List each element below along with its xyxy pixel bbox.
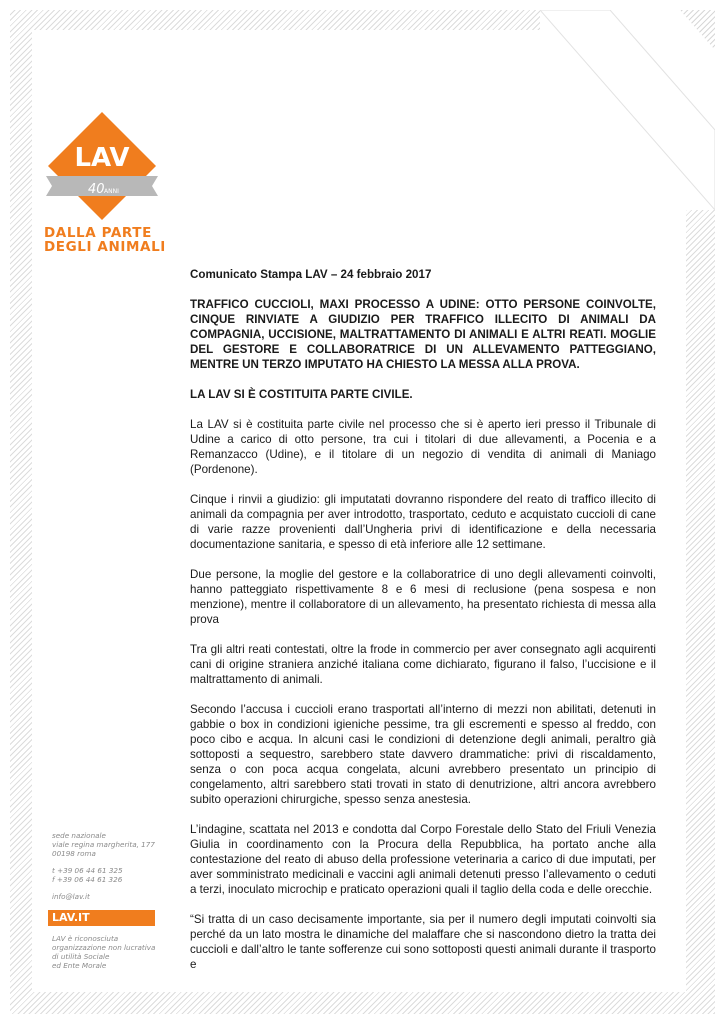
anniversary-word: ANNI bbox=[104, 188, 119, 195]
logo-text: LAV bbox=[74, 143, 130, 173]
paragraph: L’indagine, scattata nel 2013 e condotta dal Corpo Forestale dello Stato del Friuli Venezia Giulia in coordinamento con la Procura della Repubblica, ha portato anche alla contestazione del reato di abuso della professione veterinaria a carico di due imputati, per aver somministrato medicinali e vaccini agli animali detenuti presso l’allevamento o ceduti a terzi, inoculato microchip e praticato operazioni quali il taglio della coda e delle orecchie. bbox=[190, 823, 656, 896]
legal-note-line-4: ed Ente Morale bbox=[52, 961, 107, 970]
address-line-2: 00198 roma bbox=[52, 849, 96, 858]
page-corner-fold bbox=[540, 10, 715, 210]
paragraph: Secondo l’accusa i cuccioli erano trasportati all’interno di mezzi non abilitati, detenuti in gabbie o box in condizioni igieniche pessime, tra gli escrementi e spesso al freddo, con poco cibo e acqua. In alcuni casi le condizioni di detenzione degli animali, peraltro già sottoposti a sequestro, sarebbero state davvero drammatiche: privi di riscaldamento, senza o con poca acqua congelata, alcuni avrebbero presentato un principio di congelamento, altri sarebbero stati trovati in stato di denutrizione, altri ancora avrebbero subito operazioni chirurgiche, spesso senza anestesia. bbox=[190, 703, 656, 806]
press-release-body bbox=[190, 267, 656, 987]
contact-sidebar bbox=[52, 831, 162, 901]
dateline: Comunicato Stampa LAV – 24 febbraio 2017 bbox=[190, 268, 432, 281]
legal-note-line-3: di utilità Sociale bbox=[52, 952, 110, 961]
phone-block bbox=[52, 866, 162, 884]
subheadline: LA LAV SI È COSTITUITA PARTE CIVILE. bbox=[190, 388, 413, 401]
anniversary-number: 40 bbox=[88, 182, 105, 197]
paragraph: “Si tratta di un caso decisamente importante, sia per il numero degli imputati coinvolti sia perché da un lato mostra le dinamiche del malaffare che si nascondono dietro la tratta dei cuccioli e dall’altro le tante sofferenze cui sono sottoposti questi animali durante il trasporto e bbox=[190, 913, 656, 971]
address-block bbox=[52, 831, 162, 858]
email-link[interactable]: info@lav.it bbox=[52, 892, 90, 901]
address-line-1: viale regina margherita, 177 bbox=[52, 840, 155, 849]
brand-tagline bbox=[44, 226, 174, 254]
office-label: sede nazionale bbox=[52, 831, 106, 840]
paragraph: La LAV si è costituita parte civile nel processo che si è aperto ieri presso il Tribunale di Udine a carico di otto persone, tra cui i titolari di due allevamenti, a Pocenia e a Remanzacco (Udine), e il titolare di un negozio di vendita di animali di Maniago (Pordenone). bbox=[190, 418, 656, 476]
legal-note bbox=[52, 934, 162, 970]
paragraph: Tra gli altri reati contestati, oltre la frode in commercio per aver consegnato agli acquirenti cani di origine straniera anziché italiana come dichiarato, figurano il falso, l’uccisione e il maltrattamento di animali. bbox=[190, 643, 656, 686]
phone-number[interactable]: t +39 06 44 61 325 bbox=[52, 866, 123, 875]
legal-note-line-1: LAV è riconosciuta bbox=[52, 934, 119, 943]
legal-note-line-2: organizzazione non lucrativa bbox=[52, 943, 156, 952]
fax-number: f +39 06 44 61 326 bbox=[52, 875, 123, 884]
headline: TRAFFICO CUCCIOLI, MAXI PROCESSO A UDINE: OTTO PERSONE COINVOLTE, CINQUE RINVIATE A GIUDIZIO PER TRAFFICO ILLECITO DI ANIMALI DA COMPAGNIA, UCCISIONE, MALTRATTAMENTO DI ANIMALI E ALTRI REATI. MOGLIE DEL GESTORE E COLLABORATRICE DI UN ALLEVAMENTO PATTEGGIANO, MENTRE UN TERZO IMPUTATO HA CHIESTO LA MESSA ALLA PROVA. bbox=[190, 298, 656, 371]
website-link[interactable]: LAV.IT bbox=[48, 910, 155, 926]
tagline-line-1: DALLA PARTE bbox=[44, 225, 152, 241]
paragraph: Cinque i rinvii a giudizio: gli imputatati dovranno rispondere del reato di traffico illecito di animali da compagnia per aver introdotto, trasportato, ceduto e acquistato cuccioli di cane di varie razze provenienti dall’Ungheria privi di identificazione e della necessaria documentazione sanitaria, e spesso di età inferiore alle 12 settimane. bbox=[190, 493, 656, 551]
tagline-line-2: DEGLI ANIMALI bbox=[44, 239, 166, 255]
paragraph: Due persone, la moglie del gestore e la collaboratrice di uno degli allevamenti coinvolti, hanno patteggiato rispettivamente 8 e 6 mesi di reclusione (pena sospesa e non menzione), mentre il collaboratore di un allevamento, ha presentato richiesta di messa alla prova bbox=[190, 568, 656, 626]
